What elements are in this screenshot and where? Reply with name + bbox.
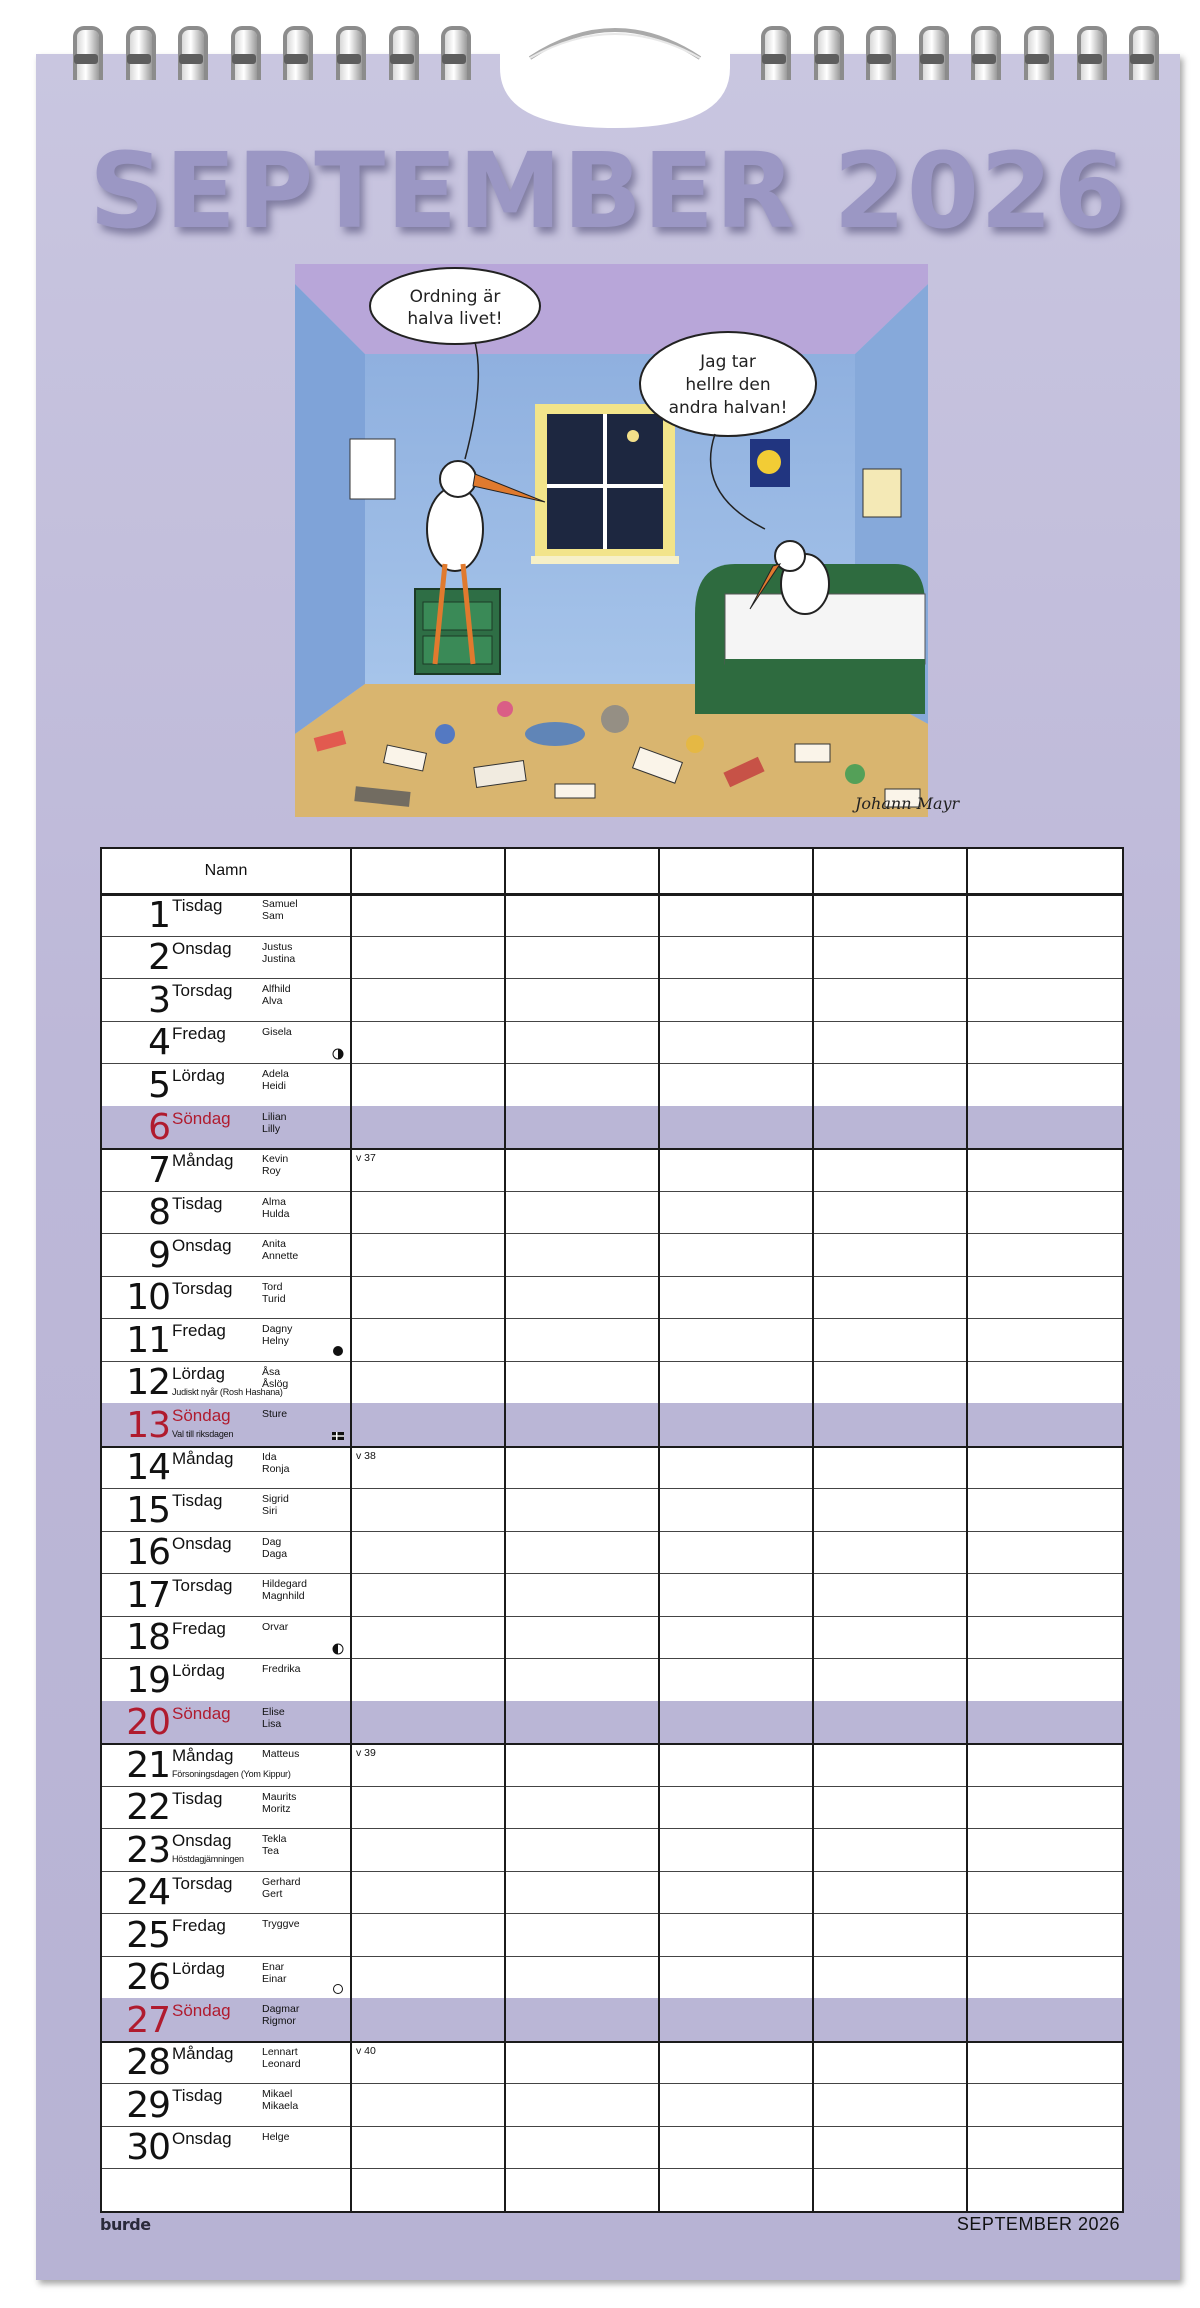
- name-day-entry: Ronja: [262, 1462, 290, 1475]
- day-number: 19: [126, 1659, 170, 1701]
- day-number: 26: [126, 1957, 170, 1998]
- name-day-names: [262, 1408, 287, 1420]
- name-day-names: [262, 1706, 285, 1730]
- name-day-names: [262, 983, 291, 1007]
- name-day-names: [262, 2131, 289, 2143]
- name-day-entry: Helge: [262, 2130, 290, 2143]
- hanger-hook: [490, 10, 740, 130]
- moon-phase-first-quarter-icon: [332, 1047, 344, 1059]
- weekday-name: Lördag: [172, 1958, 225, 1978]
- weekday-name: Lördag: [172, 1363, 225, 1383]
- name-day-names: [262, 1493, 289, 1517]
- day-row: [102, 1318, 1122, 1362]
- name-day-names: [262, 1536, 287, 1560]
- week-number: v 38: [356, 1449, 376, 1462]
- spiral-ring: [758, 26, 788, 92]
- holiday-note: Höstdagjämningen: [172, 1854, 244, 1864]
- blank-row: [102, 2168, 1122, 2211]
- day-row: [102, 2041, 1122, 2085]
- day-number: 28: [126, 2042, 170, 2083]
- day-row: [102, 936, 1122, 980]
- day-row: [102, 1913, 1122, 1957]
- holiday-note: Judiskt nyår (Rosh Hashana): [172, 1386, 283, 1397]
- artist-signature: Johann Mayr: [855, 794, 960, 813]
- column-divider: [504, 849, 506, 2211]
- spiral-ring: [863, 26, 893, 92]
- page-title: SEPTEMBER 2026: [89, 130, 1127, 252]
- week-number: v 40: [356, 2044, 376, 2057]
- weekday-name: Torsdag: [172, 1873, 233, 1893]
- day-number: 3: [148, 979, 170, 1021]
- name-day-entry: Maurits: [262, 1790, 297, 1803]
- name-day-names: [262, 941, 295, 965]
- name-day-entry: Orvar: [262, 1620, 289, 1633]
- spiral-ring: [916, 26, 946, 92]
- weekday-name: Söndag: [172, 2001, 231, 2020]
- day-row: [102, 1871, 1122, 1915]
- name-day-names: [262, 1621, 288, 1633]
- weekday-name: Torsdag: [172, 981, 233, 1000]
- name-day-entry: Samuel: [262, 898, 298, 910]
- day-number: 8: [148, 1192, 170, 1233]
- name-day-entry: Alva: [262, 995, 283, 1007]
- name-day-entry: Fredrika: [262, 1663, 301, 1675]
- name-day-entry: Daga: [262, 1547, 288, 1560]
- name-day-names: [262, 1918, 300, 1930]
- day-number: 7: [148, 1149, 170, 1191]
- bubble-left-line2: halva livet!: [407, 309, 503, 329]
- day-row: [102, 1616, 1122, 1660]
- weekday-name: Fredag: [172, 1916, 226, 1935]
- spiral-ring: [280, 26, 310, 92]
- moon-phase-last-quarter-icon: [332, 1642, 344, 1654]
- day-row: [102, 1701, 1122, 1746]
- name-day-entry: Sigrid: [262, 1493, 289, 1505]
- week-number: v 37: [356, 1152, 376, 1164]
- moon-phase-new-icon: [332, 1344, 344, 1356]
- day-row: [102, 1743, 1122, 1787]
- moon-phase-full-icon: [332, 1982, 344, 1994]
- name-day-names: [262, 2088, 298, 2112]
- spiral-binding-left: [70, 26, 468, 92]
- name-day-entry: Tryggve: [262, 1918, 300, 1930]
- name-day-entry: Magnhild: [262, 1590, 305, 1602]
- day-number: 10: [126, 1277, 170, 1318]
- name-day-entry: Lennart: [262, 2045, 298, 2058]
- name-day-entry: Gerhard: [262, 1875, 301, 1888]
- holiday-note: Försoningsdagen (Yom Kippur): [172, 1769, 291, 1779]
- name-day-entry: Mikael: [262, 2088, 293, 2100]
- name-day-names: [262, 1068, 289, 1092]
- spiral-ring: [438, 26, 468, 92]
- day-number: 29: [126, 2084, 170, 2126]
- day-number: 12: [126, 1362, 170, 1403]
- day-row: [102, 1658, 1122, 1702]
- day-number: 17: [126, 1574, 170, 1616]
- weekday-name: Onsdag: [172, 2128, 232, 2148]
- day-number: 27: [126, 1999, 170, 2041]
- day-row: [102, 1233, 1122, 1277]
- day-row: [102, 1956, 1122, 2000]
- column-divider: [350, 849, 352, 2211]
- day-row: [102, 1148, 1122, 1192]
- day-number: 1: [148, 894, 170, 936]
- name-day-entry: Sam: [262, 910, 284, 922]
- column-divider: [812, 849, 814, 2211]
- name-day-names: [262, 1748, 299, 1760]
- day-row: [102, 2083, 1122, 2127]
- weekday-name: Tisdag: [172, 896, 223, 915]
- day-number: 18: [126, 1617, 170, 1658]
- weekday-name: Måndag: [172, 2043, 234, 2063]
- spiral-ring: [968, 26, 998, 92]
- spiral-ring: [1126, 26, 1156, 92]
- name-day-entry: Tea: [262, 1845, 279, 1857]
- weekday-name: Onsdag: [172, 1831, 232, 1850]
- day-number: 14: [126, 1447, 170, 1488]
- footer-month: SEPTEMBER 2026: [956, 2214, 1120, 2234]
- namn-header: Namn: [204, 862, 248, 879]
- name-day-names: [262, 1323, 292, 1347]
- day-row: [102, 1106, 1122, 1151]
- name-day-entry: Turid: [262, 1292, 286, 1305]
- weekday-name: Torsdag: [172, 1576, 233, 1595]
- name-day-entry: Dag: [262, 1535, 282, 1548]
- weekday-name: Måndag: [172, 1151, 234, 1170]
- name-day-entry: Rigmor: [262, 2015, 296, 2027]
- name-day-names: [262, 1238, 298, 1262]
- day-number: 4: [148, 1022, 170, 1063]
- name-day-entry: Lisa: [262, 1717, 282, 1730]
- day-number: 2: [148, 937, 170, 978]
- day-row: [102, 1998, 1122, 2043]
- day-row: [102, 1276, 1122, 1320]
- weekday-name: Måndag: [172, 1746, 234, 1765]
- day-number: 6: [148, 1107, 170, 1148]
- day-number: 15: [126, 1489, 170, 1531]
- name-day-names: [262, 1281, 286, 1305]
- name-day-entry: Roy: [262, 1165, 281, 1177]
- name-day-entry: Helny: [262, 1335, 289, 1347]
- name-day-entry: Hildegard: [262, 1578, 307, 1590]
- day-row: [102, 978, 1122, 1022]
- name-day-entry: Mikaela: [262, 2100, 299, 2112]
- column-divider: [658, 849, 660, 2211]
- name-day-entry: Åslög: [262, 1377, 289, 1390]
- name-day-names: [262, 1111, 287, 1135]
- name-day-entry: Justina: [262, 952, 296, 965]
- spiral-ring: [333, 26, 363, 92]
- day-number: 11: [126, 1319, 170, 1361]
- weekday-name: Söndag: [172, 1406, 231, 1425]
- brand-logo: burde: [100, 2215, 151, 2234]
- day-row: [102, 1488, 1122, 1532]
- bubble-right-line3: andra halvan!: [668, 398, 788, 418]
- name-day-entry: Sture: [262, 1408, 288, 1420]
- bubble-left-line1: Ordning är: [409, 287, 501, 307]
- name-day-entry: Dagmar: [262, 2003, 300, 2015]
- name-day-entry: Alfhild: [262, 983, 291, 995]
- day-number: 9: [148, 1234, 170, 1276]
- day-row: [102, 1191, 1122, 1235]
- spiral-ring: [175, 26, 205, 92]
- day-number: 16: [126, 1532, 170, 1573]
- name-day-names: [262, 1833, 287, 1857]
- day-row: [102, 1021, 1122, 1065]
- name-day-entry: Matteus: [262, 1748, 300, 1760]
- weekday-name: Söndag: [172, 1108, 231, 1128]
- name-day-names: [262, 1791, 296, 1815]
- day-row: [102, 1786, 1122, 1830]
- name-day-entry: Åsa: [262, 1365, 281, 1378]
- day-row: [102, 893, 1122, 937]
- name-day-names: [262, 1876, 301, 1900]
- weekday-name: Torsdag: [172, 1278, 233, 1298]
- day-row: [102, 1063, 1122, 1107]
- weekday-name: Lördag: [172, 1661, 225, 1680]
- name-day-entry: Gisela: [262, 1025, 292, 1038]
- name-day-entry: Hulda: [262, 1207, 290, 1220]
- column-divider: [966, 849, 968, 2211]
- spiral-ring: [386, 26, 416, 92]
- name-day-entry: Tekla: [262, 1833, 287, 1845]
- weekday-name: Tisdag: [172, 1491, 223, 1510]
- day-number: 13: [126, 1404, 170, 1446]
- name-day-names: [262, 1153, 288, 1177]
- day-row: [102, 1446, 1122, 1490]
- election-flag-icon: [332, 1429, 344, 1441]
- grid-header-row: [102, 849, 1122, 896]
- weekday-name: Onsdag: [172, 938, 232, 958]
- name-day-entry: Lilly: [262, 1122, 281, 1135]
- name-day-entry: Alma: [262, 1195, 286, 1208]
- name-day-entry: Enar: [262, 1960, 285, 1973]
- weekday-name: Onsdag: [172, 1236, 232, 1255]
- week-number: v 39: [356, 1747, 376, 1759]
- weekday-name: Fredag: [172, 1321, 226, 1340]
- name-day-names: [262, 1961, 287, 1985]
- weekday-name: Söndag: [172, 1703, 231, 1723]
- name-day-entry: Einar: [262, 1972, 287, 1985]
- name-day-entry: Elise: [262, 1705, 285, 1718]
- day-row: [102, 1361, 1122, 1405]
- day-row: [102, 1531, 1122, 1575]
- name-day-names: [262, 1026, 292, 1038]
- day-number: 25: [126, 1914, 170, 1956]
- name-day-entry: Siri: [262, 1505, 278, 1517]
- name-day-entry: Gert: [262, 1887, 283, 1900]
- weekday-name: Onsdag: [172, 1533, 232, 1553]
- day-number: 24: [126, 1872, 170, 1913]
- weekday-name: Tisdag: [172, 1788, 223, 1808]
- name-day-names: [262, 1663, 301, 1675]
- name-day-names: [262, 2003, 299, 2027]
- weekday-name: Måndag: [172, 1448, 234, 1468]
- name-day-names: [262, 898, 298, 922]
- day-row: [102, 1573, 1122, 1617]
- spiral-binding-right: [758, 26, 1156, 92]
- day-number: 5: [148, 1064, 170, 1106]
- day-row: [102, 1403, 1122, 1448]
- day-number: 20: [126, 1702, 170, 1743]
- weekday-name: Fredag: [172, 1618, 226, 1638]
- spiral-ring: [228, 26, 258, 92]
- name-day-entry: Ida: [262, 1450, 277, 1463]
- name-day-entry: Tord: [262, 1280, 283, 1293]
- holiday-note: Val till riksdagen: [172, 1429, 234, 1439]
- name-day-entry: Anita: [262, 1238, 286, 1250]
- day-row: [102, 1828, 1122, 1872]
- name-day-entry: Lilian: [262, 1110, 287, 1123]
- weekday-name: Tisdag: [172, 1193, 223, 1213]
- calendar-grid: [100, 847, 1124, 2213]
- spiral-ring: [70, 26, 100, 92]
- name-day-names: [262, 1451, 289, 1475]
- weekday-name: Fredag: [172, 1023, 226, 1043]
- cartoon-illustration: [295, 264, 960, 817]
- name-day-entry: Kevin: [262, 1153, 289, 1165]
- day-number: 22: [126, 1787, 170, 1828]
- day-number: 23: [126, 1829, 170, 1871]
- spiral-ring: [1021, 26, 1051, 92]
- name-day-entry: Heidi: [262, 1080, 286, 1092]
- name-day-entry: Adela: [262, 1068, 289, 1080]
- name-day-entry: Justus: [262, 940, 293, 953]
- day-number: 21: [126, 1744, 170, 1786]
- name-day-names: [262, 2046, 301, 2070]
- name-day-entry: Leonard: [262, 2057, 301, 2070]
- spiral-ring: [811, 26, 841, 92]
- weekday-name: Tisdag: [172, 2086, 223, 2105]
- day-number: 30: [126, 2127, 170, 2168]
- weekday-name: Lördag: [172, 1066, 225, 1085]
- name-day-entry: Dagny: [262, 1323, 293, 1335]
- spiral-ring: [1074, 26, 1104, 92]
- bubble-right-line1: Jag tar: [700, 352, 756, 372]
- name-day-entry: Annette: [262, 1250, 299, 1262]
- bubble-right-line2: hellre den: [685, 375, 771, 395]
- day-row: [102, 2126, 1122, 2170]
- spiral-ring: [123, 26, 153, 92]
- name-day-entry: Moritz: [262, 1802, 291, 1815]
- name-day-names: [262, 1196, 289, 1220]
- name-day-names: [262, 1578, 307, 1602]
